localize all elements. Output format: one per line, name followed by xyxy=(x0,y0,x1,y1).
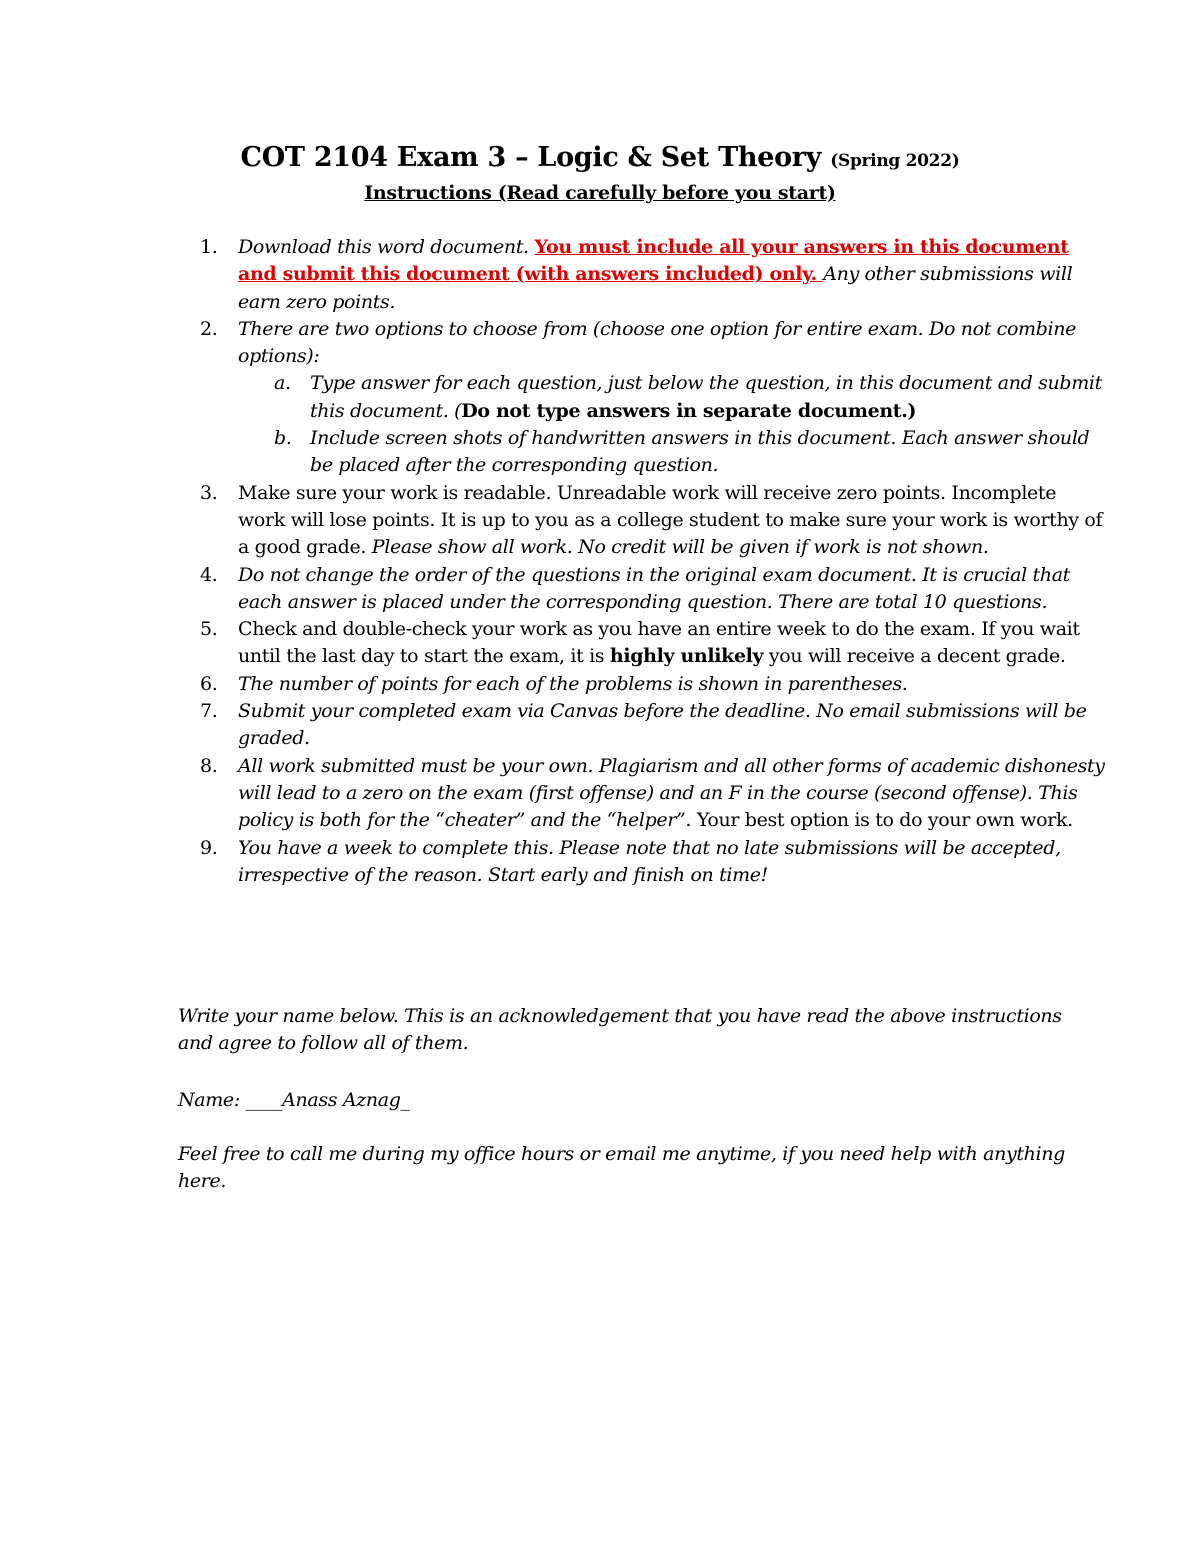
item-number: 7. xyxy=(200,700,218,723)
sub-item-letter: b. xyxy=(274,427,292,450)
list-item xyxy=(200,698,1108,753)
important-notice: You must include all your answers in this document and submit this document (with answers included) only. xyxy=(238,236,1069,286)
item-text: There are two options to choose from (choose one option for entire exam. Do not combine options): xyxy=(238,317,1077,368)
help-note: Feel free to call me during my office hours or email me anytime, if you need help with anything here. xyxy=(178,1143,1065,1193)
sub-item-letter: a. xyxy=(274,372,291,395)
sub-item xyxy=(274,425,1108,480)
item-text: All work submitted must be your own. Plagiarism and all other forms of academic dishonesty will lead to a zero on the exam (first offense) and an F in the course (second offense). This policy is both for the “cheater” and the “helper”. xyxy=(238,754,1105,832)
list-item xyxy=(200,753,1108,835)
item-number: 1. xyxy=(200,236,218,258)
item-number: 4. xyxy=(200,563,218,586)
item-number: 2. xyxy=(200,317,218,340)
student-name-line: Name: ____Anass Aznag_ xyxy=(178,1089,410,1111)
item-text: Do not change the order of the questions in the original exam document. It is crucial that each answer is placed under the corresponding question. There are total 10 questions. xyxy=(238,563,1070,613)
sub-item-text: Type answer for each question, just below the question, in this document and submit this document. ( xyxy=(310,372,1102,422)
item-text: Download this word document. xyxy=(238,236,535,258)
sub-item-bold: Do not type answers in separate document.) xyxy=(461,399,917,422)
item-text-italic: Please show all work. No credit will be given if work is not shown. xyxy=(371,536,989,559)
item-text-bold: highly unlikely xyxy=(609,645,764,668)
list-item xyxy=(200,480,1108,562)
instructions-heading: Instructions (Read carefully before you start) xyxy=(364,182,836,204)
item-text-plain: Your best option is to do your own work. xyxy=(696,809,1073,832)
list-item xyxy=(200,562,1108,617)
item-text: You have a week to complete this. Please note that no late submissions will be accepted, irrespective of the reason. Start early and finish on time! xyxy=(238,836,1061,886)
item-text: Submit your completed exam via Canvas before the deadline. No email submissions will be graded. xyxy=(238,700,1087,750)
list-item xyxy=(200,835,1108,890)
item-number: 8. xyxy=(200,754,218,777)
page-title xyxy=(0,140,1200,179)
sub-item-text: Include screen shots of handwritten answers in this document. Each answer should be placed after the corresponding question. xyxy=(310,427,1090,477)
list-item xyxy=(200,316,1108,480)
item-text: Any other submissions will earn zero points. xyxy=(238,263,1073,313)
item-text: Make sure your work is readable. Unreadable work will receive zero points. Incomplete work will lose points. It is up to you as a college student to make sure your work is worthy of a good grade. xyxy=(238,481,1103,559)
item-number: 5. xyxy=(200,618,218,641)
list-item xyxy=(200,671,1108,698)
item-number: 9. xyxy=(200,836,218,859)
acknowledgement-text: Write your name below. This is an acknowledgement that you have read the above instructions and agree to follow all of them. xyxy=(178,1005,1062,1055)
exam-term: (Spring 2022) xyxy=(830,151,960,171)
item-text: Check and double-check your work as you have an entire week to do the exam. If you wait until the last day to start the exam, it is xyxy=(238,618,1080,668)
item-text: you will receive a decent grade. xyxy=(763,645,1066,668)
list-item xyxy=(200,616,1108,671)
sub-item xyxy=(274,370,1108,425)
item-number: 6. xyxy=(200,672,218,695)
instructions-list xyxy=(200,234,1108,889)
list-item xyxy=(200,234,1108,316)
exam-title: COT 2104 Exam 3 – Logic & Set Theory xyxy=(240,142,822,173)
item-text: The number of points for each of the problems is shown in parentheses. xyxy=(238,672,908,695)
item-number: 3. xyxy=(200,481,218,504)
